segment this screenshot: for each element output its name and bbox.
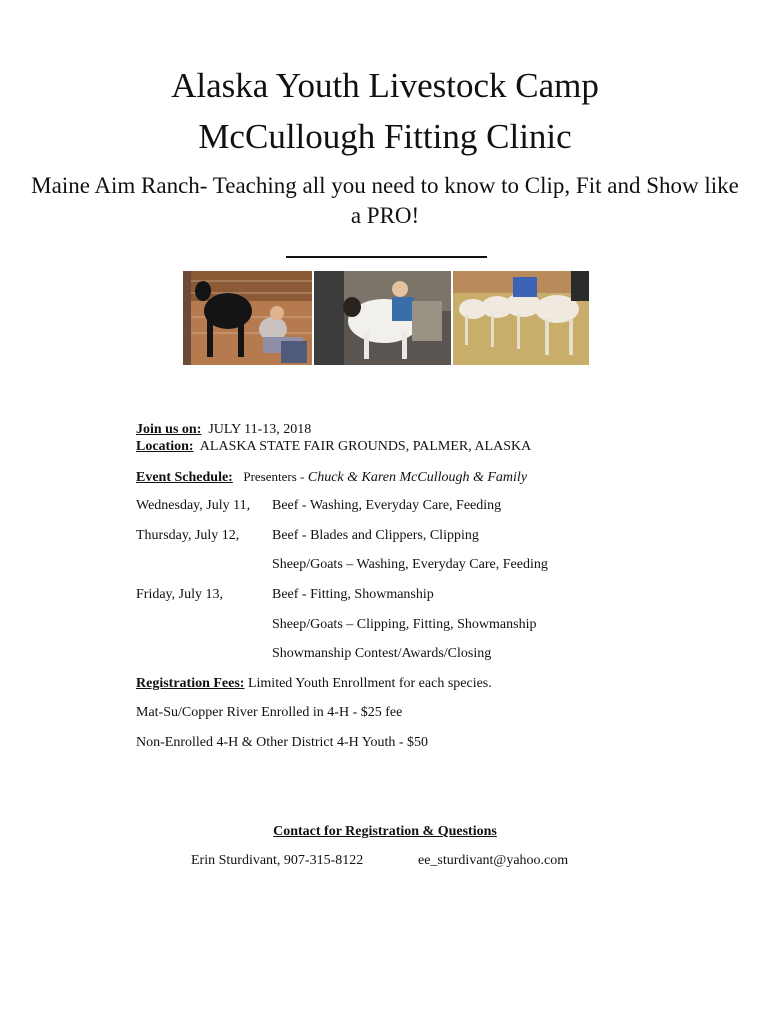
schedule-item: Sheep/Goats – Clipping, Fitting, Showmanship	[272, 617, 537, 632]
location-value: ALASKA STATE FAIR GROUNDS, PALMER, ALASKA	[199, 439, 532, 454]
schedule-item: Beef - Fitting, Showmanship	[272, 587, 434, 602]
join-date: JULY 11-13, 2018	[208, 422, 312, 437]
schedule-day: Thursday, July 12,	[136, 528, 240, 543]
schedule-item: Beef - Blades and Clippers, Clipping	[272, 528, 479, 543]
photo-strip	[183, 271, 589, 365]
sheep-lineup-photo-icon	[453, 271, 589, 365]
presenters-prefix: Presenters -	[243, 469, 305, 484]
join-line	[136, 421, 311, 438]
schedule-item: Showmanship Contest/Awards/Closing	[272, 646, 492, 661]
title-line-1: Alaska Youth Livestock Camp	[171, 66, 599, 105]
schedule-label: Event Schedule:	[136, 470, 233, 485]
fee-enrolled: Mat-Su/Copper River Enrolled in 4-H - $25 fee	[136, 705, 403, 720]
schedule-day: Wednesday, July 11,	[136, 498, 251, 513]
contact-heading: Contact for Registration & Questions	[273, 824, 497, 839]
presenters-names: Chuck & Karen McCullough & Family	[307, 470, 528, 485]
subtitle: Maine Aim Ranch- Teaching all you need to know to Clip, Fit and Show like a PRO!	[31, 173, 739, 228]
location-line	[136, 438, 531, 455]
location-label: Location:	[136, 439, 194, 454]
schedule-item: Beef - Washing, Everyday Care, Feeding	[272, 498, 502, 513]
fees-label: Registration Fees:	[136, 676, 245, 691]
join-label: Join us on:	[136, 422, 202, 437]
contact-email[interactable]: ee_sturdivant@yahoo.com	[418, 853, 569, 868]
sheep-photo-icon	[314, 271, 451, 365]
title-line-2: McCullough Fitting Clinic	[198, 117, 572, 156]
schedule-item: Sheep/Goats – Washing, Everyday Care, Feeding	[272, 557, 548, 572]
divider-line	[286, 256, 487, 258]
fees-line	[136, 675, 492, 692]
cattle-photo-icon	[183, 271, 312, 365]
fees-note: Limited Youth Enrollment for each species.	[247, 676, 492, 691]
schedule-day: Friday, July 13,	[136, 587, 223, 602]
contact-name-phone: Erin Sturdivant, 907-315-8122	[191, 853, 364, 868]
schedule-header-line	[136, 468, 527, 486]
fee-non-enrolled: Non-Enrolled 4-H & Other District 4-H Youth - $50	[136, 735, 429, 750]
